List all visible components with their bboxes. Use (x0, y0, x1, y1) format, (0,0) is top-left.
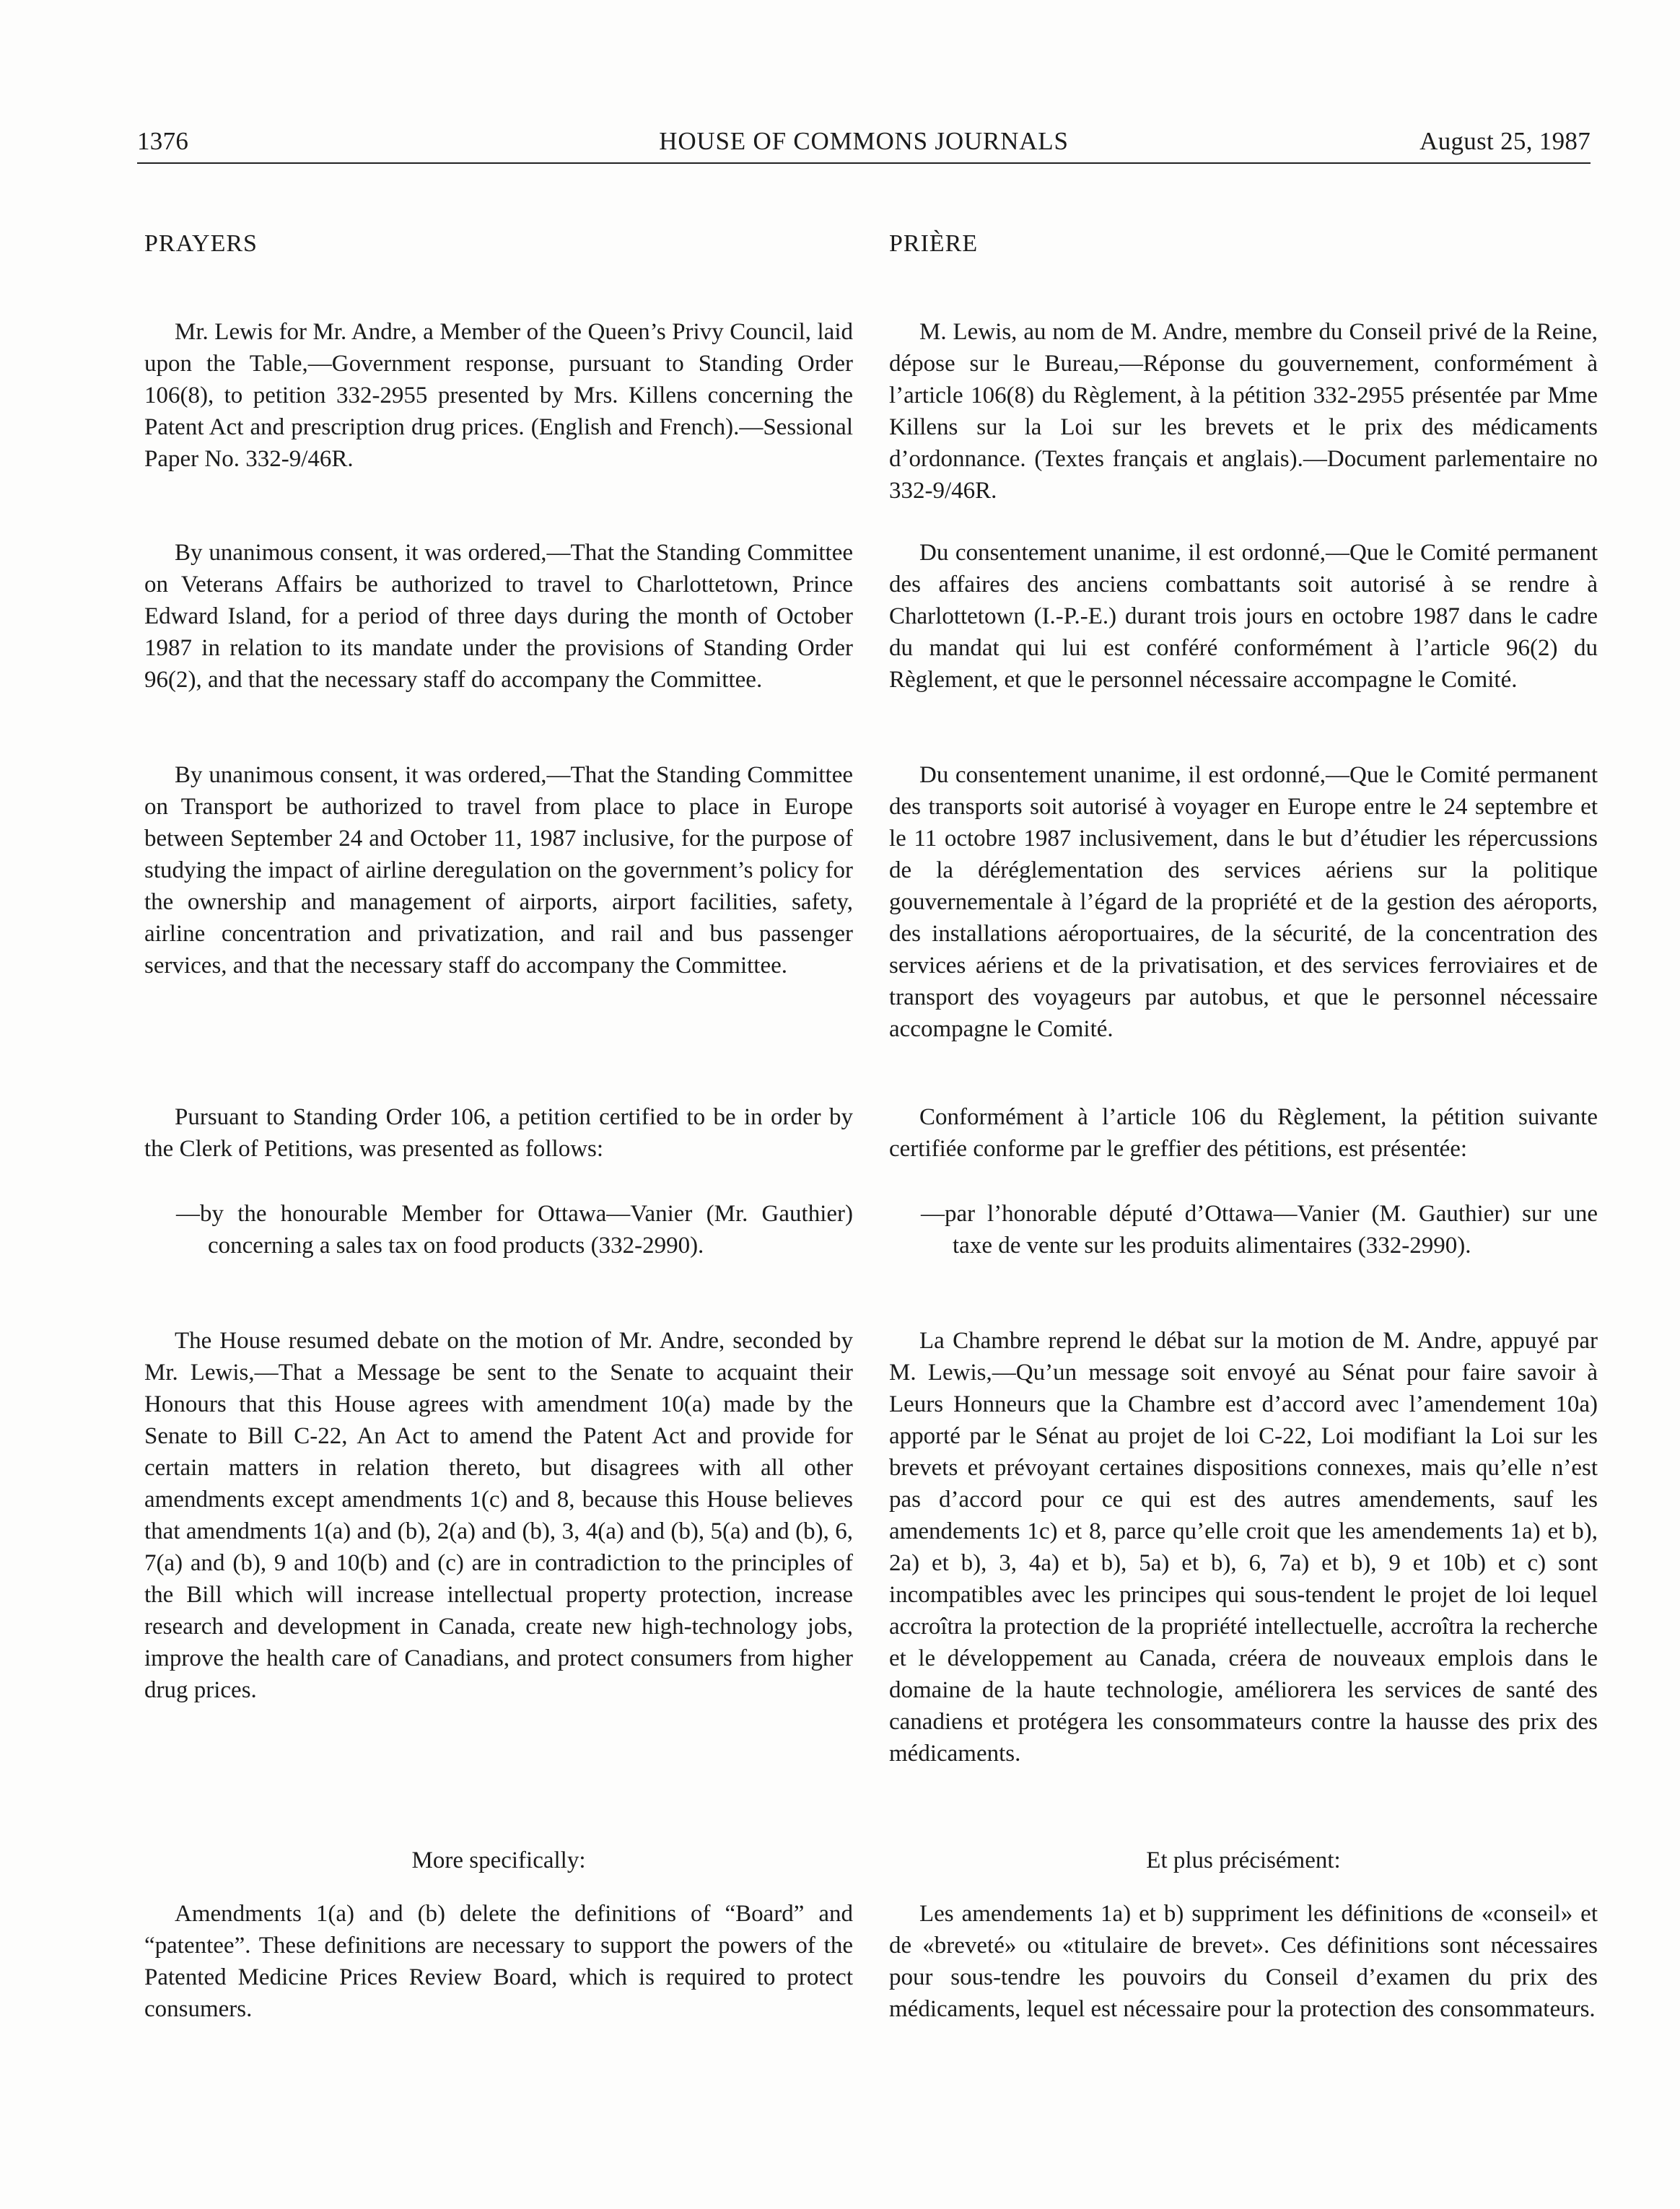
english-paragraph-7: Amendments 1(a) and (b) delete the definitions of “Board” and “patentee”. These definitions are necessary to support the powers of the Patented Medicine Prices Review Board, which is required to protect consumers. (144, 1901, 853, 2022)
journal-title: HOUSE OF COMMONS JOURNALS (659, 127, 1069, 155)
page-number: 1376 (137, 127, 189, 155)
french-paragraph-6: La Chambre reprend le débat sur la motion de M. Andre, appuyé par M. Lewis,—Qu’un message soit envoyé au Sénat pour faire savoir à Leurs Honneurs que la Chambre est d’accord avec l’amendement 10a) apporté par le Sénat au projet de loi C-22, Loi modifiant la Loi sur les brevets et prévoyant certaines dispositions connexes, mais qu’elle n’est pas d’accord pour ce qui est des autres amendements, sauf les amendements 1c) et 8, parce qu’elle croit que les amendements 1a) et b), 2a) et b), 3, 4a) et b), 5a) et b), 6, 7a) et b), 9 et 10b) et c) sont incompatibles avec les principes qui sous-tendent le projet de loi lequel accroîtra la protection de la propriété intellectuelle, accroîtra la recherche et le développement au Canada, créera de nouveaux emplois dans le domaine de la haute technologie, améliorera les services de santé des canadiens et protégera les consommateurs contre la hausse des prix des médicaments. (889, 1328, 1598, 1767)
english-paragraph-3: By unanimous consent, it was ordered,—That the Standing Committee on Transport be authorized to travel from place to place in Europe between September 24 and October 11, 1987 inclusive, for the purpose of studying the impact of airline deregulation on the government’s policy for the ownership and management of airports, airport facilities, safety, airline concentration and privatization, and rail and bus passenger services, and that the necessary staff do accompany the Committee. (144, 762, 853, 979)
english-petition-item: —by the honourable Member for Ottawa—Vanier (Mr. Gauthier) concerning a sales tax on food products (332-2990). (176, 1201, 853, 1259)
french-paragraph-3: Du consentement unanime, il est ordonné,—Que le Comité permanent des transports soit autorisé à voyager en Europe entre le 24 septembre et le 11 octobre 1987 inclusivement, dans le but d’étudier les répercussions de la déréglementation des services aériens sur la politique gouvernementale à l’égard de la propriété et de la gestion des aéroports, des installations aéroportuaires, de la sécurité, de la concentration des services aériens et de la privatisation, et des services ferroviaires et de transport des voyageurs par autobus, et que le personnel nécessaire accompagne le Comité. (889, 762, 1598, 1042)
english-heading: PRAYERS (144, 230, 258, 257)
french-petition-item: —par l’honorable député d’Ottawa—Vanier (M. Gauthier) sur une taxe de vente sur les produits alimentaires (332-2990). (921, 1201, 1598, 1259)
english-paragraph-4: Pursuant to Standing Order 106, a petition certified to be in order by the Clerk of Petitions, was presented as follows: (144, 1104, 853, 1162)
french-subheading: Et plus précisément: (1146, 1847, 1341, 1873)
english-subheading: More specifically: (411, 1847, 586, 1873)
english-paragraph-1: Mr. Lewis for Mr. Andre, a Member of the Queen’s Privy Council, laid upon the Table,—Government response, pursuant to Standing Order 106(8), to petition 332-2955 presented by Mrs. Killens concerning the Patent Act and prescription drug prices. (English and French).—Sessional Paper No. 332-9/46R. (144, 319, 853, 472)
journal-date: August 25, 1987 (1419, 127, 1591, 155)
english-paragraph-6: The House resumed debate on the motion of Mr. Andre, seconded by Mr. Lewis,—That a Message be sent to the Senate to acquaint their Honours that this House agrees with amendment 10(a) made by the Senate to Bill C-22, An Act to amend the Patent Act and provide for certain matters in relation thereto, but disagrees with all other amendments except amendments 1(c) and 8, because this House believes that amendments 1(a) and (b), 2(a) and (b), 3, 4(a) and (b), 5(a) and (b), 6, 7(a) and (b), 9 and 10(b) and (c) are in contradiction to the principles of the Bill which will increase intellectual property protection, increase research and development in Canada, create new high-technology jobs, improve the health care of Canadians, and protect consumers from higher drug prices. (144, 1328, 853, 1703)
english-paragraph-2: By unanimous consent, it was ordered,—That the Standing Committee on Veterans Affairs be authorized to travel to Charlottetown, Prince Edward Island, for a period of three days during the month of October 1987 in relation to its mandate under the provisions of Standing Order 96(2), and that the necessary staff do accompany the Committee. (144, 540, 853, 693)
french-paragraph-2: Du consentement unanime, il est ordonné,—Que le Comité permanent des affaires des anciens combattants soit autorisé à se rendre à Charlottetown (I.-P.-E.) durant trois jours en octobre 1987 dans le cadre du mandat qui lui est conféré conformément à l’article 96(2) du Règlement, et que le personnel nécessaire accompagne le Comité. (889, 540, 1598, 693)
french-paragraph-1: M. Lewis, au nom de M. Andre, membre du Conseil privé de la Reine, dépose sur le Bureau,—Réponse du gouvernement, conformément à l’article 106(8) du Règlement, à la pétition 332-2955 présentée par Mme Killens sur la Loi sur les brevets et le prix des médicaments d’ordonnance. (Textes français et anglais).—Document parlementaire no 332-9/46R. (889, 319, 1598, 504)
french-paragraph-7: Les amendements 1a) et b) suppriment les définitions de «conseil» et de «breveté» ou «titulaire de brevet». Ces définitions sont nécessaires pour sous-tendre les pouvoirs du Conseil d’examen du prix des médicaments, lequel est nécessaire pour la protection des consommateurs. (889, 1901, 1598, 2022)
header-rule (137, 162, 1591, 164)
french-heading: PRIÈRE (889, 230, 979, 257)
page-header (137, 124, 1591, 162)
french-paragraph-4: Conformément à l’article 106 du Règlement, la pétition suivante certifiée conforme par le greffier des pétitions, est présentée: (889, 1104, 1598, 1162)
